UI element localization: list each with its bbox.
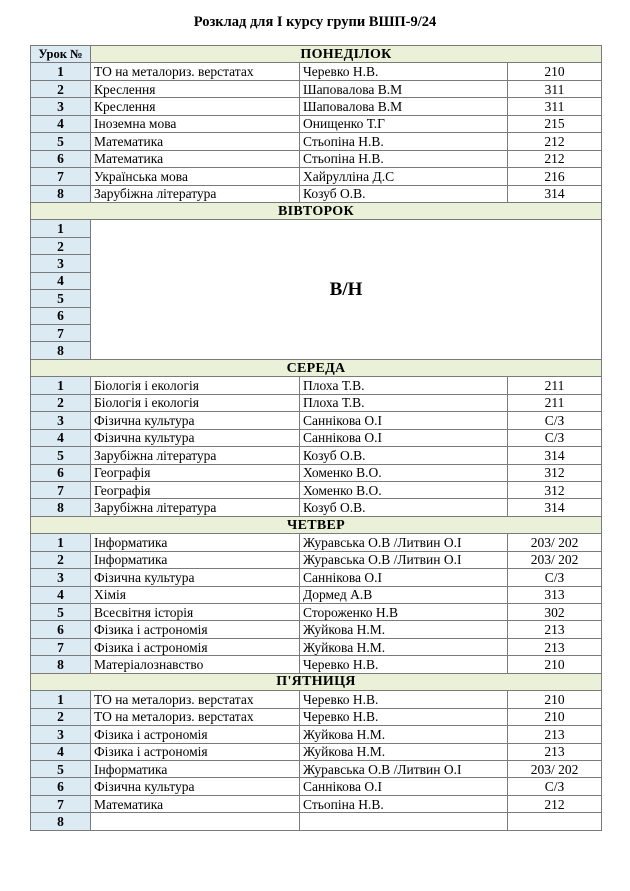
lesson-number: 1 [31,220,91,237]
room: 215 [508,115,602,132]
lesson-number: 2 [31,551,91,568]
subject: ТО на металориз. верстатах [91,63,300,80]
table-row [31,760,602,777]
room: С/З [508,412,602,429]
lesson-number: 1 [31,534,91,551]
table-row [31,656,602,673]
subject: Зарубіжна література [91,185,300,202]
table-row [31,133,602,150]
subject: Фізика і астрономія [91,726,300,743]
room: С/З [508,778,602,795]
subject: Матеріалознавство [91,656,300,673]
subject: Хімія [91,586,300,603]
table-row [31,621,602,638]
teacher: Журавська О.В /Литвин О.І [300,551,508,568]
room: 314 [508,499,602,516]
teacher: Плоха Т.В. [300,377,508,394]
day-header-row [31,516,602,533]
table-row [31,551,602,568]
subject: Математика [91,150,300,167]
room: 213 [508,726,602,743]
teacher: Хоменко В.О. [300,481,508,498]
table-row [31,464,602,481]
lesson-number: 8 [31,813,91,830]
page-title: Розклад для І курсу групи ВШП-9/24 [193,14,437,30]
lesson-number-header: Урок № [31,46,91,63]
room: 216 [508,168,602,185]
lesson-number: 5 [31,604,91,621]
room: 212 [508,133,602,150]
lesson-number: 3 [31,569,91,586]
table-row [31,691,602,708]
teacher: Саннікова О.І [300,429,508,446]
teacher: Плоха Т.В. [300,394,508,411]
teacher: Стьопіна Н.В. [300,795,508,812]
teacher: Онищенко Т.Г [300,115,508,132]
lesson-number: 8 [31,656,91,673]
table-row [31,743,602,760]
teacher: Шаповалова В.М [300,80,508,97]
room: 203/ 202 [508,534,602,551]
lesson-number: 3 [31,412,91,429]
lesson-number: 5 [31,760,91,777]
room: 313 [508,586,602,603]
subject: Математика [91,795,300,812]
table-row [31,185,602,202]
teacher: Стороженко Н.В [300,604,508,621]
room [508,813,602,830]
teacher: Козуб О.В. [300,447,508,464]
subject: Математика [91,133,300,150]
table-row [31,813,602,830]
lesson-number: 8 [31,185,91,202]
room: 311 [508,98,602,115]
subject: Креслення [91,80,300,97]
room: 312 [508,464,602,481]
teacher: Шаповалова В.М [300,98,508,115]
room: 211 [508,394,602,411]
room: 213 [508,743,602,760]
subject: Географія [91,464,300,481]
lesson-number: 1 [31,63,91,80]
day-name: ЧЕТВЕР [31,516,602,533]
schedule-table [30,45,602,831]
subject: ТО на металориз. верстатах [91,691,300,708]
subject: Фізична культура [91,778,300,795]
subject: Креслення [91,98,300,115]
room: 203/ 202 [508,551,602,568]
lesson-number: 6 [31,307,91,324]
subject: Всесвітня історія [91,604,300,621]
teacher: Жуйкова Н.М. [300,726,508,743]
room: 311 [508,80,602,97]
room: 210 [508,63,602,80]
day-name: П'ЯТНИЦЯ [31,673,602,690]
lesson-number: 7 [31,325,91,342]
subject: Українська мова [91,168,300,185]
day-off-label: В/Н [91,220,602,360]
table-row [31,115,602,132]
teacher: Стьопіна Н.В. [300,150,508,167]
table-row [31,220,602,237]
subject: Фізична культура [91,569,300,586]
room: 210 [508,656,602,673]
subject: Фізика і астрономія [91,638,300,655]
room: 212 [508,795,602,812]
teacher: Черевко Н.В. [300,63,508,80]
lesson-number: 3 [31,255,91,272]
subject: Інформатика [91,760,300,777]
room: С/З [508,569,602,586]
day-name: ВІВТОРОК [31,202,602,219]
lesson-number: 4 [31,115,91,132]
teacher: Козуб О.В. [300,185,508,202]
schedule-body [31,46,602,831]
subject: Біологія і екологія [91,394,300,411]
table-row [31,726,602,743]
teacher: Черевко Н.В. [300,708,508,725]
teacher: Саннікова О.І [300,569,508,586]
lesson-number: 7 [31,638,91,655]
table-row [31,447,602,464]
table-row [31,98,602,115]
table-row [31,569,602,586]
lesson-number: 1 [31,377,91,394]
lesson-number: 5 [31,133,91,150]
room: 314 [508,185,602,202]
subject: Фізика і астрономія [91,743,300,760]
room: 210 [508,691,602,708]
teacher: Черевко Н.В. [300,691,508,708]
subject: Фізична культура [91,429,300,446]
teacher: Дормед А.В [300,586,508,603]
room: С/З [508,429,602,446]
teacher: Козуб О.В. [300,499,508,516]
lesson-number: 5 [31,447,91,464]
lesson-number: 7 [31,795,91,812]
room: 302 [508,604,602,621]
table-row [31,377,602,394]
day-header-row [31,202,602,219]
teacher: Журавська О.В /Литвин О.І [300,534,508,551]
lesson-number: 4 [31,429,91,446]
teacher: Жуйкова Н.М. [300,621,508,638]
subject [91,813,300,830]
subject: Іноземна мова [91,115,300,132]
teacher [300,813,508,830]
table-row [31,150,602,167]
table-row [31,638,602,655]
teacher: Черевко Н.В. [300,656,508,673]
table-row [31,708,602,725]
day-name: СЕРЕДА [31,359,602,376]
day-header-row [31,673,602,690]
subject: Географія [91,481,300,498]
table-row [31,586,602,603]
table-row [31,63,602,80]
room: 211 [508,377,602,394]
lesson-number: 3 [31,98,91,115]
lesson-number: 4 [31,586,91,603]
subject: Біологія і екологія [91,377,300,394]
lesson-number: 6 [31,778,91,795]
subject: Фізика і астрономія [91,621,300,638]
room: 312 [508,481,602,498]
teacher: Стьопіна Н.В. [300,133,508,150]
lesson-number: 8 [31,342,91,359]
room: 314 [508,447,602,464]
table-row [31,499,602,516]
table-row [31,412,602,429]
lesson-number: 3 [31,726,91,743]
table-row [31,394,602,411]
lesson-number: 1 [31,691,91,708]
table-row [31,429,602,446]
room: 213 [508,621,602,638]
table-row [31,795,602,812]
teacher: Хайрулліна Д.С [300,168,508,185]
lesson-number: 7 [31,168,91,185]
table-row [31,168,602,185]
subject: Фізична культура [91,412,300,429]
day-header-row [31,46,602,63]
subject: Інформатика [91,534,300,551]
lesson-number: 2 [31,237,91,254]
subject: Зарубіжна література [91,447,300,464]
lesson-number: 2 [31,708,91,725]
teacher: Саннікова О.І [300,412,508,429]
lesson-number: 4 [31,272,91,289]
table-row [31,604,602,621]
teacher: Хоменко В.О. [300,464,508,481]
lesson-number: 6 [31,150,91,167]
teacher: Саннікова О.І [300,778,508,795]
table-row [31,534,602,551]
subject: ТО на металориз. верстатах [91,708,300,725]
day-name: ПОНЕДІЛОК [91,46,602,63]
table-row [31,481,602,498]
room: 213 [508,638,602,655]
lesson-number: 5 [31,290,91,307]
room: 212 [508,150,602,167]
lesson-number: 4 [31,743,91,760]
lesson-number: 2 [31,80,91,97]
lesson-number: 6 [31,464,91,481]
subject: Інформатика [91,551,300,568]
teacher: Жуйкова Н.М. [300,638,508,655]
table-row [31,778,602,795]
teacher: Журавська О.В /Литвин О.І [300,760,508,777]
subject: Зарубіжна література [91,499,300,516]
lesson-number: 7 [31,481,91,498]
lesson-number: 8 [31,499,91,516]
room: 210 [508,708,602,725]
table-row [31,80,602,97]
teacher: Жуйкова Н.М. [300,743,508,760]
room: 203/ 202 [508,760,602,777]
day-header-row [31,359,602,376]
lesson-number: 6 [31,621,91,638]
lesson-number: 2 [31,394,91,411]
